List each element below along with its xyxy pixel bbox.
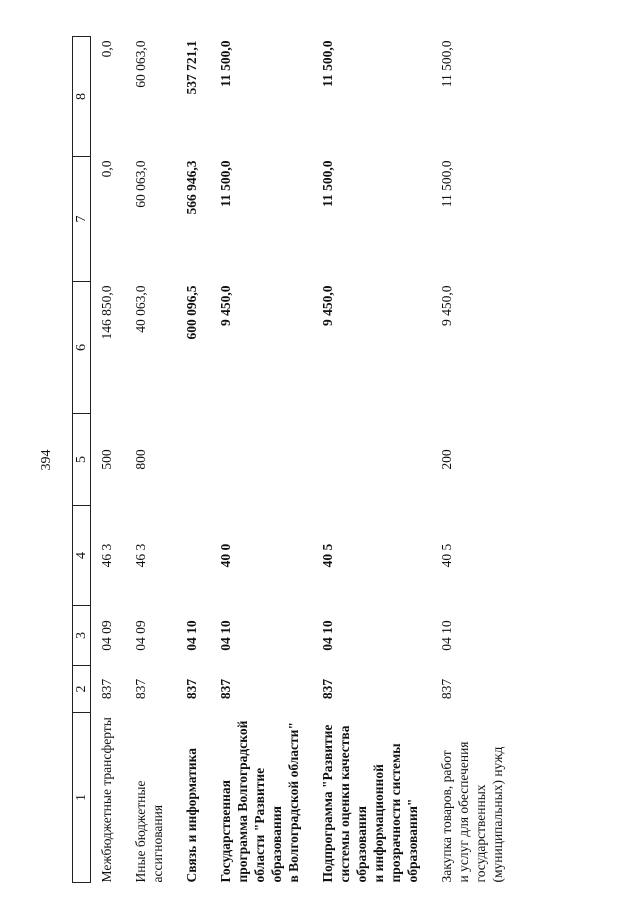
col-4-cell: 40 5 xyxy=(439,543,454,568)
col-6-cell: 146 850,0 xyxy=(99,285,114,340)
row-name-line: Связь и информатика xyxy=(184,748,199,883)
row-name-line: государственных xyxy=(473,784,488,883)
row-name-line: программа Волгоградской xyxy=(235,720,250,883)
row-name xyxy=(176,713,210,883)
col-4-cell: 40 5 xyxy=(320,543,335,568)
table-row xyxy=(312,37,431,883)
col-8-cell: 60 063,0 xyxy=(133,40,148,88)
row-name-line: и услуг для обеспечения xyxy=(456,741,471,883)
page-number: 394 xyxy=(39,449,54,471)
col-7-cell: 11 500,0 xyxy=(320,160,335,208)
table-row xyxy=(91,37,126,883)
table-row xyxy=(210,37,312,883)
col-5-cell xyxy=(312,414,431,506)
col-3-cell: 04 09 xyxy=(133,620,148,651)
col-5-cell xyxy=(210,414,312,506)
row-name-line: области "Развитие xyxy=(252,767,267,883)
row-name xyxy=(210,713,312,883)
row-name-line: прозрачности системы xyxy=(388,743,403,883)
row-name-line: (муниципальных) нужд xyxy=(490,746,505,883)
row-name-line: образования" xyxy=(405,798,420,883)
col-6-cell: 40 063,0 xyxy=(133,285,148,333)
col-6-cell: 600 096,5 xyxy=(184,285,199,340)
header-row xyxy=(73,37,91,883)
col-8-cell: 11 500,0 xyxy=(320,40,335,88)
col-7-cell: 11 500,0 xyxy=(439,160,454,208)
col-3-cell: 04 10 xyxy=(218,620,233,651)
row-name-line: образования xyxy=(354,806,369,883)
row-name-line: Иные бюджетные xyxy=(133,780,148,883)
row-name-line: Подпрограмма "Развитие xyxy=(320,724,335,883)
header-col-6: 6 xyxy=(73,282,91,414)
header-col-8: 8 xyxy=(73,37,91,157)
row-name-line: образования xyxy=(269,806,284,883)
col-4-cell xyxy=(176,506,210,606)
col-4-cell: 46 3 xyxy=(133,543,148,568)
row-name-line: Межбюджетные трансферты xyxy=(99,717,114,883)
col-6-cell: 9 450,0 xyxy=(320,285,335,326)
col-4-cell: 40 0 xyxy=(218,543,233,568)
col-3-cell: 04 10 xyxy=(439,620,454,651)
col-4-cell: 46 3 xyxy=(99,543,114,568)
row-name-line: ассигнования xyxy=(150,804,165,883)
col-3-cell: 04 09 xyxy=(99,620,114,651)
col-5-cell: 800 xyxy=(133,449,148,470)
col-2-cell: 837 xyxy=(99,678,114,700)
col-8-cell: 537 721,1 xyxy=(184,40,199,95)
budget-table-container xyxy=(72,0,640,883)
col-8-cell: 11 500,0 xyxy=(218,40,233,88)
row-name xyxy=(312,713,431,883)
row-name-line: и информационной xyxy=(371,764,386,883)
table-row xyxy=(125,37,176,883)
col-5-cell: 200 xyxy=(439,449,454,470)
row-name-line: системы оценки качества xyxy=(337,725,352,883)
col-2-cell: 837 xyxy=(184,678,199,700)
col-3-cell: 04 10 xyxy=(320,620,335,651)
col-2-cell: 837 xyxy=(218,678,233,700)
row-name-line: в Волгоградской области" xyxy=(286,722,301,883)
header-col-1: 1 xyxy=(73,713,91,883)
header-col-7: 7 xyxy=(73,157,91,282)
col-8-cell: 0,0 xyxy=(99,40,114,58)
col-7-cell: 60 063,0 xyxy=(133,160,148,208)
header-col-3: 3 xyxy=(73,606,91,666)
row-name-line: Государственная xyxy=(218,780,233,883)
table-row xyxy=(431,37,516,883)
col-2-cell: 837 xyxy=(320,678,335,700)
header-col-2: 2 xyxy=(73,666,91,713)
budget-table xyxy=(72,36,516,883)
col-6-cell: 9 450,0 xyxy=(218,285,233,326)
col-3-cell: 04 10 xyxy=(184,620,199,651)
row-name xyxy=(431,713,516,883)
col-5-cell: 500 xyxy=(99,449,114,470)
row-name xyxy=(91,713,126,883)
col-7-cell: 11 500,0 xyxy=(218,160,233,208)
row-name-line: Закупка товаров, работ xyxy=(439,750,454,883)
col-7-cell: 566 946,3 xyxy=(184,160,199,215)
col-6-cell: 9 450,0 xyxy=(439,285,454,326)
table-row xyxy=(176,37,210,883)
col-7-cell: 0,0 xyxy=(99,160,114,178)
col-2-cell: 837 xyxy=(133,678,148,700)
header-col-4: 4 xyxy=(73,506,91,606)
row-name xyxy=(125,713,176,883)
col-2-cell: 837 xyxy=(439,678,454,700)
header-col-5: 5 xyxy=(73,414,91,506)
col-5-cell xyxy=(176,414,210,506)
col-8-cell: 11 500,0 xyxy=(439,40,454,88)
